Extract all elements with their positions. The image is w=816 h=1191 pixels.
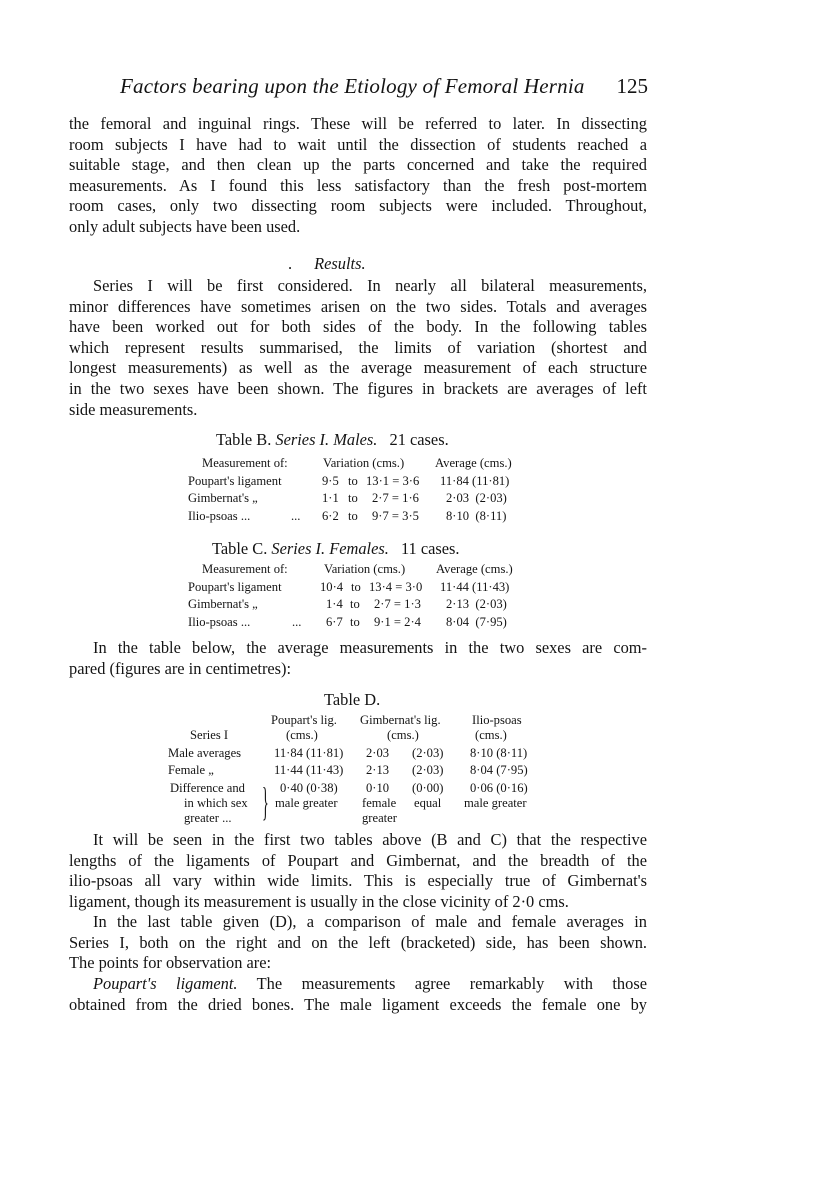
diff-iliopsoas-sex: male greater — [464, 796, 527, 810]
var-from: 1·4 — [326, 597, 343, 612]
var-from: 10·4 — [320, 579, 344, 594]
running-header — [120, 74, 648, 104]
text-line: In the table below, the average measurements in the two sexes are com- — [93, 638, 647, 657]
var-rest: 13·1 = 3·6 — [366, 473, 420, 488]
section-heading-results — [288, 254, 366, 274]
var-to: to — [348, 508, 358, 523]
diff-poupart: 0·40 (0·38) — [280, 781, 338, 795]
table-d-caption: Table D. — [324, 690, 381, 709]
text-line: Series I will be first considered. In nearly all bilateral measurements, — [93, 276, 647, 295]
page-number: 125 — [616, 74, 648, 98]
paragraph-variation — [69, 830, 647, 912]
stray-dot: . — [288, 254, 293, 273]
diff-gimbernat-right: 0·10 — [366, 781, 390, 795]
avg: 11·44 (11·43) — [440, 579, 510, 594]
avg: 2·13 (2·03) — [446, 597, 507, 612]
results-heading-text: Results. — [314, 254, 366, 273]
row-label-male: Male averages — [168, 746, 242, 760]
header-poupart-unit: (cms.) — [286, 728, 318, 742]
header-poupart: Poupart's lig. — [271, 713, 337, 727]
var-rest: 9·7 = 3·5 — [372, 508, 419, 523]
row-dots: ... — [291, 508, 301, 523]
text-line: In the last table given (D), a comparison of male and female averages in — [93, 912, 647, 931]
diff-label-line: Difference and — [170, 781, 245, 795]
table-c-caption — [212, 539, 460, 559]
header-series: Series I — [190, 728, 229, 742]
paragraph-results-intro — [69, 276, 647, 420]
var-to: to — [348, 473, 358, 488]
text-line: only adult subjects have been used. — [69, 216, 301, 236]
text-line: room cases, only two dissecting room subjects were included. Throughout, — [69, 196, 647, 216]
header-variation: Variation (cms.) — [324, 562, 406, 576]
header-measurement: Measurement of: — [202, 562, 288, 576]
poupart-rest: The measurements agree remarkably with those — [237, 974, 647, 993]
row-name: Poupart's ligament — [188, 579, 282, 594]
header-variation: Variation (cms.) — [323, 456, 405, 470]
text-line: measurements. As I found this less satisfactory than the fresh post-mortem — [69, 175, 647, 195]
var-from: 6·7 — [326, 614, 343, 629]
var-from: 1·1 — [322, 491, 339, 506]
text-line: which represent results summarised, the limits of variation (shortest and — [69, 337, 647, 357]
paragraph-comparison-intro — [69, 638, 647, 679]
text-line: ilio-psoas all vary within wide limits. This is especially true of Gimbernat's — [69, 871, 647, 891]
diff-gimbernat-left-sex: equal — [414, 796, 442, 810]
diff-iliopsoas: 0·06 (0·16) — [470, 781, 528, 795]
text-line: the femoral and inguinal rings. These will be referred to later. In dissecting — [69, 114, 647, 133]
caption-cases: 11 cases. — [400, 539, 460, 558]
female-poupart: 11·44 (11·43) — [274, 763, 344, 777]
var-rest: 2·7 = 1·6 — [372, 491, 419, 506]
header-measurement: Measurement of: — [202, 456, 288, 470]
text-line: room subjects I have had to wait until the dissection of students reached a — [69, 134, 647, 154]
var-to: to — [350, 597, 360, 612]
paragraph-methods — [69, 114, 647, 238]
row-dots: ... — [292, 614, 302, 629]
text-line: ligament, though its measurement is usually in the close vicinity of 2·0 cms. — [69, 891, 569, 911]
var-to: to — [348, 491, 358, 506]
diff-gimbernat-right-sex2: greater — [362, 811, 397, 825]
text-line: have been worked out for both sides of the body. In the following tables — [69, 317, 647, 337]
female-iliopsoas: 8·04 (7·95) — [470, 763, 528, 777]
row-name: Poupart's ligament — [188, 473, 282, 488]
avg: 11·84 (11·81) — [440, 473, 510, 488]
paragraph-comparison — [69, 912, 647, 974]
var-from: 9·5 — [322, 473, 339, 488]
caption-label: Table C. — [212, 539, 268, 558]
diff-poupart-sex: male greater — [275, 796, 338, 810]
var-rest: 2·7 = 1·3 — [374, 597, 421, 612]
female-gimbernat-right: 2·13 — [366, 763, 390, 777]
male-poupart: 11·84 (11·81) — [274, 746, 344, 760]
text-line: pared (figures are in centimetres): — [69, 658, 292, 678]
caption-series: Series I. — [271, 539, 326, 558]
text-line: The points for observation are: — [69, 953, 272, 973]
header-average: Average (cms.) — [435, 456, 512, 470]
text-line: suitable stage, and then clean up the parts concerned and take the required — [69, 155, 647, 175]
diff-label-line: in which sex — [184, 796, 248, 810]
paragraph-poupart — [69, 974, 647, 1015]
header-iliopsoas-unit: (cms.) — [475, 728, 507, 742]
header-gimbernat: Gimbernat's lig. — [360, 713, 441, 727]
male-gimbernat-left: (2·03) — [412, 746, 444, 760]
caption-sex: Males. — [333, 430, 378, 449]
female-gimbernat-left: (2·03) — [412, 763, 444, 777]
avg: 8·10 (8·11) — [446, 508, 507, 523]
diff-gimbernat-right-sex: female — [362, 796, 397, 810]
row-name: Gimbernat's „ — [188, 491, 258, 506]
row-name: Ilio-psoas ... — [188, 614, 251, 629]
text-line: in the two sexes have been shown. The figures in brackets are averages of left — [69, 378, 647, 398]
text-line — [69, 974, 647, 995]
text-line: lengths of the ligaments of Poupart and Gimbernat, and the breadth of the — [69, 850, 647, 870]
text-line: longest measurements) as well as the average measurement of each structure — [69, 358, 647, 378]
row-label-female: Female „ — [168, 763, 214, 777]
var-to: to — [351, 579, 361, 594]
diff-label-line: greater ... — [184, 811, 232, 825]
brace-icon: } — [262, 779, 269, 824]
table-b-caption — [216, 430, 449, 450]
text-line: minor differences have sometimes arisen on the two sides. Totals and averages — [69, 296, 647, 316]
male-iliopsoas: 8·10 (8·11) — [470, 746, 528, 760]
poupart-lead: Poupart's ligament. — [93, 974, 238, 993]
var-rest: 9·1 = 2·4 — [374, 614, 421, 629]
var-to: to — [350, 614, 360, 629]
caption-cases: 21 cases. — [389, 430, 449, 449]
row-name: Ilio-psoas ... — [188, 508, 251, 523]
caption-label: Table B. — [216, 430, 272, 449]
running-title: Factors bearing upon the Etiology of Femoral Hernia — [120, 74, 585, 98]
male-gimbernat-right: 2·03 — [366, 746, 390, 760]
text-line: Series I, both on the right and on the left (bracketed) side, has been shown. — [69, 932, 647, 952]
var-rest: 13·4 = 3·0 — [369, 579, 423, 594]
text-line: side measurements. — [69, 399, 198, 419]
caption-series: Series I. — [275, 430, 330, 449]
var-from: 6·2 — [322, 508, 339, 523]
header-average: Average (cms.) — [436, 562, 513, 576]
row-name: Gimbernat's „ — [188, 597, 258, 612]
caption-sex: Females. — [329, 539, 389, 558]
header-iliopsoas: Ilio-psoas — [472, 713, 522, 727]
avg: 8·04 (7·95) — [446, 614, 507, 629]
header-gimbernat-unit: (cms.) — [387, 728, 419, 742]
avg: 2·03 (2·03) — [446, 491, 507, 506]
diff-gimbernat-left: (0·00) — [412, 781, 444, 795]
text-line: It will be seen in the first two tables above (B and C) that the respective — [93, 830, 647, 849]
text-line: obtained from the dried bones. The male ligament exceeds the female one by — [69, 994, 647, 1014]
